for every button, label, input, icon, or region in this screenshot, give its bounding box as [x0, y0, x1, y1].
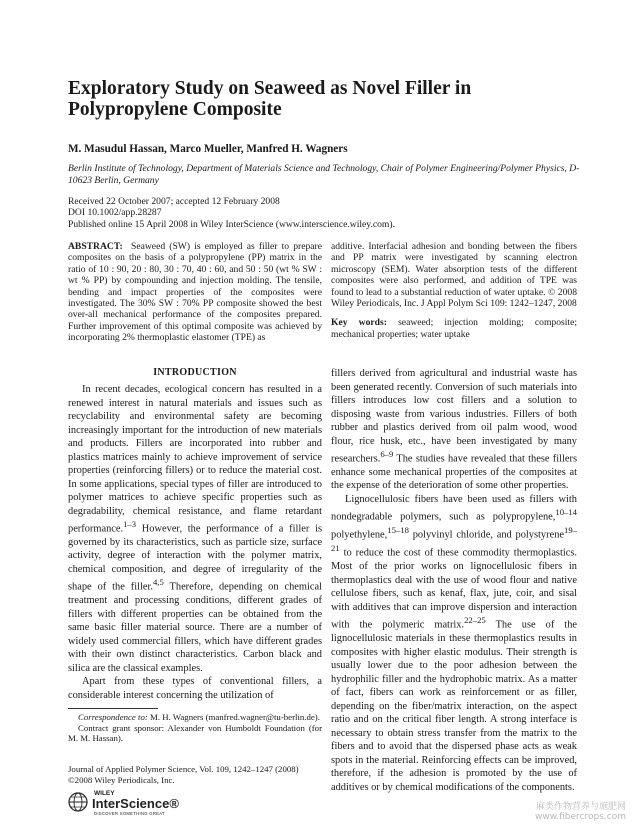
keywords-label: Key words:: [331, 317, 387, 329]
citation[interactable]: 22–25: [464, 615, 486, 626]
footnote: [68, 712, 322, 744]
doi[interactable]: DOI 10.1002/app.28287: [68, 207, 162, 219]
logo-wiley: WILEY: [94, 790, 115, 797]
citation[interactable]: 10–14: [555, 507, 577, 518]
correspondence-text: M. H. Wagners (manfred.wagner@tu-berlin.de).: [147, 712, 320, 722]
correspondence-label: Correspondence to:: [78, 712, 148, 722]
journal-line: Journal of Applied Polymer Science, Vol. 109, 1242–1247 (2008): [68, 764, 299, 774]
published-online: Published online 15 April 2008 in Wiley InterScience (www.interscience.wiley.com).: [68, 218, 395, 230]
citation[interactable]: 6–9: [380, 449, 394, 459]
abstract-text-left: Seaweed (SW) is employed as filler to prepare composites on the basis of a polypropylene (PP) matrix in the ratio of 10 : 90, 20 : 80, 30 : 70, 40 : 60, and 50 : 50 (wt % SW : wt % PP) by compounding and injection molding. The tensile, bending and impact properties of the composites were investigated. The 30% SW : 70% PP composite showed the best over-all mechanical performance of the composites prepared. Further improvement of this optimal composite was achieved by incorporating 2% thermoplastic elastomer (TPE) as: [68, 241, 323, 344]
footnote-divider: [68, 708, 158, 709]
logo-name: InterScience®: [92, 796, 179, 811]
intro-left-column: [68, 383, 322, 702]
intro-paragraph: Lignocellulosic fibers have been used as fillers with nondegradable polymers, such as polypropylene,$^{10-14}$ polyethylene,$^{15-18}$ polyvinyl chloride, and polystyrene$^{19-21}$ to reduce the cost of these commodity thermoplastics. Most of the prior works on lignocellulosic fibers in thermoplastics deal with the use of wood flour and native cellulose fibers, such as kenaf, flax, jute, coir, and sisal with additives that can improve dispersion and interaction with the polymeric matrix.$^{22-25}$ The use of the lignocellulosic materials in these thermoplastics results in composites with higher elastic modulus. Their strength is usually lower due to the poor adhesion between the hydrophilic filler and the hydrophobic matrix. As a matter of fact, fibers can work as reinforcement or as filler, depending on the fiber/matrix interaction, on the aspect ratio and on the critical fiber length. A strong interface is necessary to obtain stress transfer from the matrix to the fibers and to avoid that the dispersed phase acts as weak spots in the material. Reinforcing effects can be improved, therefore, if the adhesion is promoted by the use of additives or by chemical modifications of the components.: [331, 493, 577, 793]
abstract-left-column: [68, 241, 322, 344]
copyright-line: ©2008 Wiley Periodicals, Inc.: [68, 774, 175, 785]
globe-icon: [69, 793, 87, 811]
citation[interactable]: 1–3: [123, 519, 137, 529]
keywords: seaweed; injection molding; composite; mechanical properties; water uptake: [331, 317, 577, 340]
abstract-label: ABSTRACT:: [68, 241, 123, 252]
citation[interactable]: 4,5: [152, 577, 164, 588]
logo-tagline: DISCOVER SOMETHING GREAT: [94, 811, 165, 816]
citation[interactable]: 19–21: [331, 525, 577, 554]
grant-text: Contract grant sponsor: Alexander von Humboldt Foundation (for M. M. Hassan).: [68, 722, 322, 744]
publication-dates: [68, 196, 588, 230]
author-list: M. Masudul Hassan, Marco Mueller, Manfred H. Wagners: [68, 143, 348, 155]
affiliation: Berlin Institute of Technology, Department of Materials Science and Technology, Chair of Polymer Engineering/Polymer Physics, D-10623 Berlin, Germany: [68, 163, 580, 186]
paper-title: Exploratory Study on Seaweed as Novel Filler in Polypropylene Composite: [68, 78, 472, 120]
wiley-interscience-logo[interactable]: [68, 786, 188, 818]
section-heading-introduction: INTRODUCTION: [153, 367, 237, 378]
abstract-text-right: additive. Interfacial adhesion and bonding between the fibers and PP matrix were investigated by scanning electron microscopy (SEM). Water absorption tests of the different composites were also performed, and addition of TPE was found to lead to a substantial reduction of water uptake. © 2008 Wiley Periodicals, Inc. J Appl Polym Sci 109: 1242–1247, 2008: [331, 241, 577, 310]
intro-paragraph: Apart from these types of conventional fillers, a considerable interest concerning the utilization of: [68, 676, 322, 701]
journal-citation: [68, 764, 322, 785]
watermark: [535, 802, 626, 822]
received-date: Received 22 October 2007; accepted 12 February 2008: [68, 196, 280, 207]
intro-right-column: [331, 367, 577, 794]
watermark-line: 麻类作物营养与施肥网: [535, 802, 626, 812]
watermark-url: www.fibercrops.com: [535, 812, 626, 822]
abstract-right-column: [331, 241, 577, 340]
citation[interactable]: 15–18: [387, 525, 409, 536]
intro-paragraph: In recent decades, ecological concern has resulted in a renewed interest in natural materials and issues such as recyclability and environmental safety are becoming increasingly important for the introduction of new materials and products. Fillers are incorporated into rubber and plastics matrices mainly to achieve improvement of service properties (reinforcing fillers) or to reduce the material cost. In some applications, special types of filler are introduced to polymer matrices to achieve specific properties such as degradability, chemical resistance, and flame retardant performance.$^{1-3}$ However, the performance of a filler is governed by its characteristics, such as particle size, surface activity, degree of interaction with the polymer matrix, chemical composition, and degree of irregularity of the shape of the filler.$^{4,5}$ Therefore, depending on chemical treatment and processing conditions, different grades of fillers with different properties can be obtained from the same basic filler material source. There are a number of widely used commercial fillers, which have different grades with their own distinct characteristics. Carbon black and silica are the classical examples.: [68, 384, 322, 674]
intro-paragraph: fillers derived from agricultural and industrial waste has been generated recently. Conversion of such materials into fillers introduces low cost fillers and a solution to disposing waste from various industries. Fillers of both rubber and plastics derived from oil palm wood, wood flour, rice husk, etc., have been investigated by many researchers.$^{6-9}$ The studies have revealed that these fillers enhance some mechanical properties of the composites at the expense of the deterioration of some other properties.: [331, 368, 577, 492]
